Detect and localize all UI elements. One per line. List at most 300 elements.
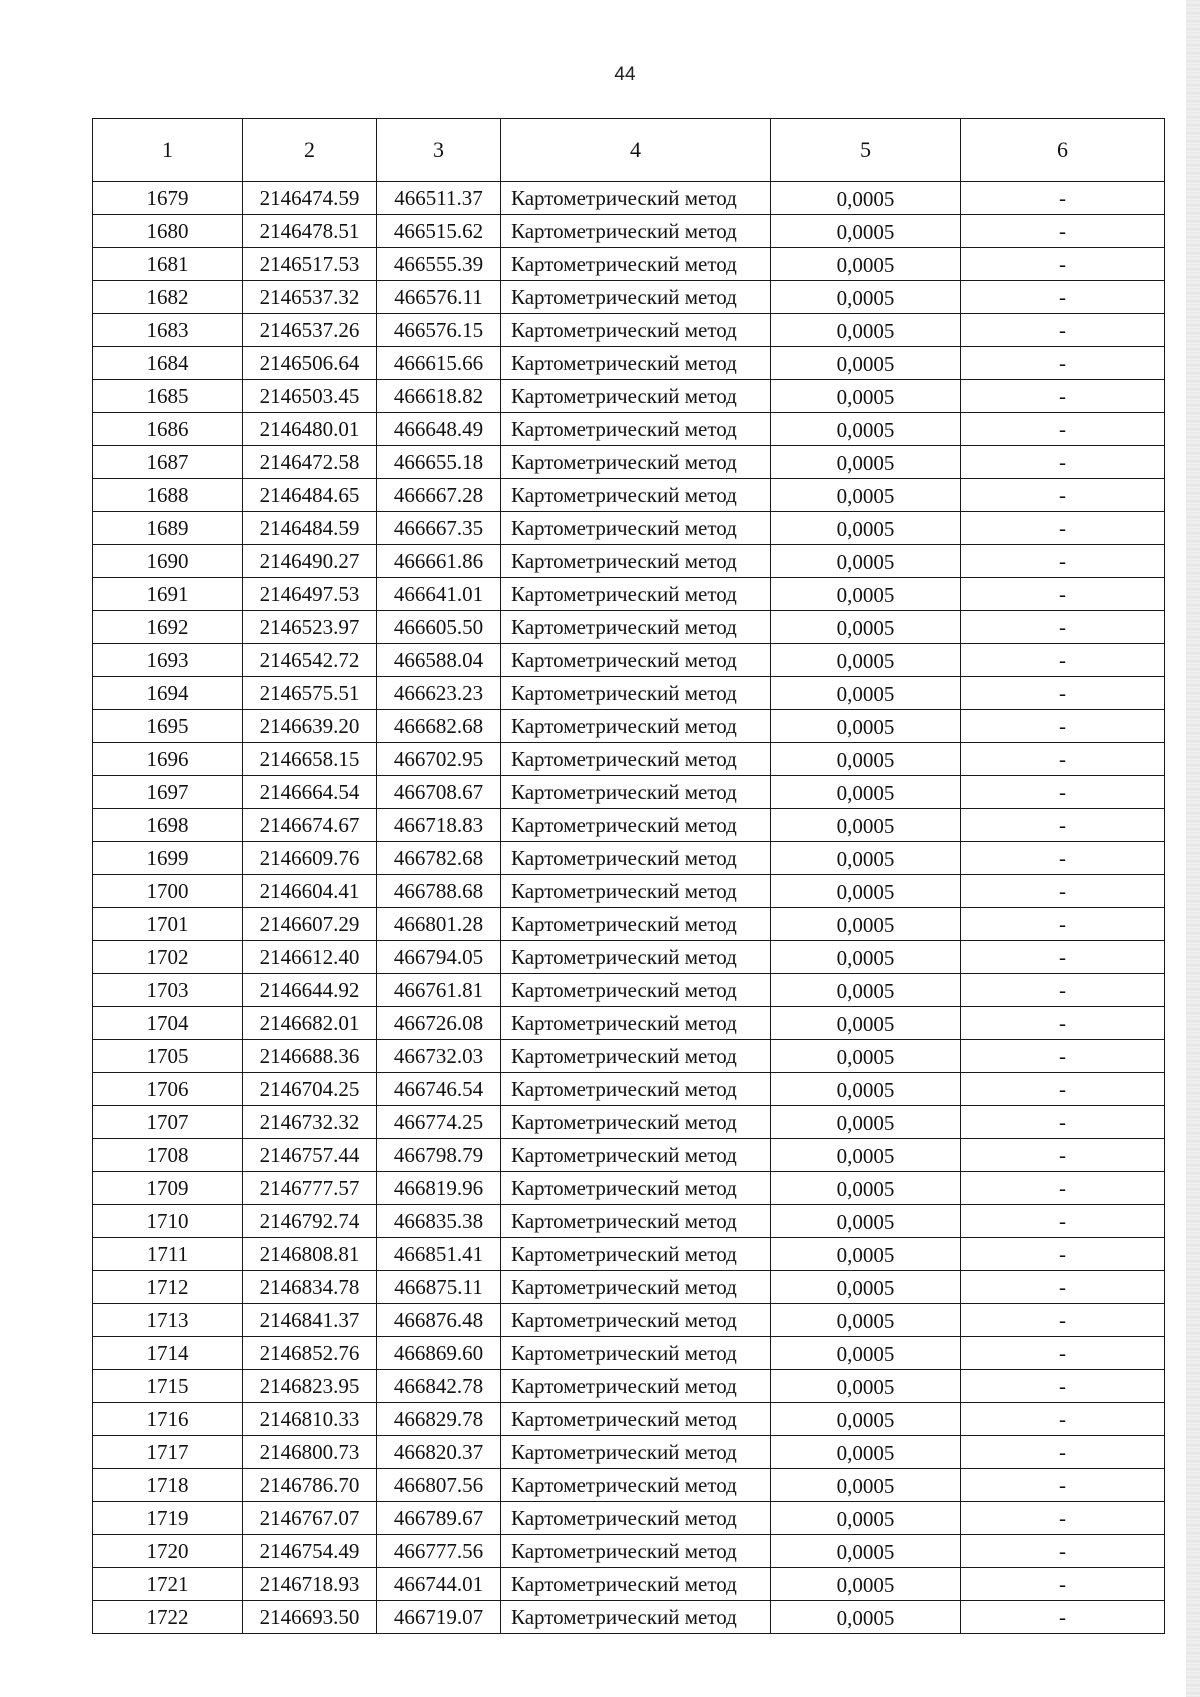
note-cell: - [961, 314, 1165, 347]
note-cell: - [961, 1139, 1165, 1172]
y-coordinate-cell: 466719.07 [377, 1601, 501, 1634]
accuracy-cell: 0,0005 [771, 1172, 961, 1205]
point-number-cell: 1721 [93, 1568, 243, 1601]
method-cell: Картометрический метод [501, 776, 771, 809]
accuracy-cell: 0,0005 [771, 1403, 961, 1436]
table-row [93, 1073, 1165, 1106]
method-cell: Картометрический метод [501, 644, 771, 677]
note-cell: - [961, 1502, 1165, 1535]
method-cell: Картометрический метод [501, 1040, 771, 1073]
table-row [93, 215, 1165, 248]
method-cell: Картометрический метод [501, 710, 771, 743]
table-row [93, 875, 1165, 908]
method-cell: Картометрический метод [501, 314, 771, 347]
accuracy-cell: 0,0005 [771, 644, 961, 677]
accuracy-cell: 0,0005 [771, 1238, 961, 1271]
point-number-cell: 1682 [93, 281, 243, 314]
x-coordinate-cell: 2146575.51 [243, 677, 377, 710]
note-cell: - [961, 1370, 1165, 1403]
accuracy-cell: 0,0005 [771, 545, 961, 578]
method-cell: Картометрический метод [501, 512, 771, 545]
table-row [93, 842, 1165, 875]
note-cell: - [961, 215, 1165, 248]
y-coordinate-cell: 466744.01 [377, 1568, 501, 1601]
table-row [93, 545, 1165, 578]
y-coordinate-cell: 466876.48 [377, 1304, 501, 1337]
table-row [93, 512, 1165, 545]
method-cell: Картометрический метод [501, 1106, 771, 1139]
x-coordinate-cell: 2146841.37 [243, 1304, 377, 1337]
accuracy-cell: 0,0005 [771, 578, 961, 611]
table-row [93, 1007, 1165, 1040]
accuracy-cell: 0,0005 [771, 1337, 961, 1370]
note-cell: - [961, 578, 1165, 611]
y-coordinate-cell: 466788.68 [377, 875, 501, 908]
point-number-cell: 1695 [93, 710, 243, 743]
table-row [93, 1370, 1165, 1403]
x-coordinate-cell: 2146474.59 [243, 182, 377, 215]
y-coordinate-cell: 466655.18 [377, 446, 501, 479]
method-cell: Картометрический метод [501, 875, 771, 908]
table-row [93, 776, 1165, 809]
table-row [93, 347, 1165, 380]
method-cell: Картометрический метод [501, 809, 771, 842]
x-coordinate-cell: 2146693.50 [243, 1601, 377, 1634]
note-cell: - [961, 248, 1165, 281]
point-number-cell: 1691 [93, 578, 243, 611]
method-cell: Картометрический метод [501, 1238, 771, 1271]
y-coordinate-cell: 466761.81 [377, 974, 501, 1007]
note-cell: - [961, 1436, 1165, 1469]
point-number-cell: 1709 [93, 1172, 243, 1205]
accuracy-cell: 0,0005 [771, 215, 961, 248]
method-cell: Картометрический метод [501, 1073, 771, 1106]
table-row [93, 1172, 1165, 1205]
method-cell: Картометрический метод [501, 182, 771, 215]
x-coordinate-cell: 2146757.44 [243, 1139, 377, 1172]
x-coordinate-cell: 2146786.70 [243, 1469, 377, 1502]
note-cell: - [961, 1073, 1165, 1106]
note-cell: - [961, 1172, 1165, 1205]
note-cell: - [961, 512, 1165, 545]
method-cell: Картометрический метод [501, 545, 771, 578]
x-coordinate-cell: 2146834.78 [243, 1271, 377, 1304]
point-number-cell: 1699 [93, 842, 243, 875]
table-row [93, 677, 1165, 710]
accuracy-cell: 0,0005 [771, 347, 961, 380]
point-number-cell: 1700 [93, 875, 243, 908]
method-cell: Картометрический метод [501, 842, 771, 875]
accuracy-cell: 0,0005 [771, 1601, 961, 1634]
y-coordinate-cell: 466555.39 [377, 248, 501, 281]
table-row [93, 908, 1165, 941]
x-coordinate-cell: 2146682.01 [243, 1007, 377, 1040]
accuracy-cell: 0,0005 [771, 1469, 961, 1502]
table-row [93, 446, 1165, 479]
method-cell: Картометрический метод [501, 1370, 771, 1403]
y-coordinate-cell: 466667.35 [377, 512, 501, 545]
point-number-cell: 1697 [93, 776, 243, 809]
y-coordinate-cell: 466777.56 [377, 1535, 501, 1568]
column-header-6: 6 [961, 119, 1165, 182]
point-number-cell: 1680 [93, 215, 243, 248]
table-row [93, 974, 1165, 1007]
table-row [93, 479, 1165, 512]
x-coordinate-cell: 2146810.33 [243, 1403, 377, 1436]
note-cell: - [961, 347, 1165, 380]
table-row [93, 1436, 1165, 1469]
accuracy-cell: 0,0005 [771, 1535, 961, 1568]
note-cell: - [961, 1271, 1165, 1304]
table-row [93, 1139, 1165, 1172]
note-cell: - [961, 1238, 1165, 1271]
accuracy-cell: 0,0005 [771, 1073, 961, 1106]
accuracy-cell: 0,0005 [771, 1106, 961, 1139]
table-body [93, 182, 1165, 1634]
table-row [93, 314, 1165, 347]
note-cell: - [961, 974, 1165, 1007]
table-row [93, 644, 1165, 677]
method-cell: Картометрический метод [501, 743, 771, 776]
method-cell: Картометрический метод [501, 1502, 771, 1535]
method-cell: Картометрический метод [501, 1535, 771, 1568]
point-number-cell: 1686 [93, 413, 243, 446]
x-coordinate-cell: 2146609.76 [243, 842, 377, 875]
x-coordinate-cell: 2146480.01 [243, 413, 377, 446]
table-row [93, 182, 1165, 215]
x-coordinate-cell: 2146792.74 [243, 1205, 377, 1238]
method-cell: Картометрический метод [501, 1403, 771, 1436]
x-coordinate-cell: 2146537.32 [243, 281, 377, 314]
column-header-4: 4 [501, 119, 771, 182]
table-row [93, 1238, 1165, 1271]
accuracy-cell: 0,0005 [771, 1436, 961, 1469]
note-cell: - [961, 809, 1165, 842]
note-cell: - [961, 842, 1165, 875]
accuracy-cell: 0,0005 [771, 512, 961, 545]
accuracy-cell: 0,0005 [771, 1568, 961, 1601]
point-number-cell: 1679 [93, 182, 243, 215]
note-cell: - [961, 1007, 1165, 1040]
y-coordinate-cell: 466641.01 [377, 578, 501, 611]
y-coordinate-cell: 466618.82 [377, 380, 501, 413]
accuracy-cell: 0,0005 [771, 941, 961, 974]
y-coordinate-cell: 466515.62 [377, 215, 501, 248]
y-coordinate-cell: 466875.11 [377, 1271, 501, 1304]
table-row [93, 1469, 1165, 1502]
y-coordinate-cell: 466774.25 [377, 1106, 501, 1139]
method-cell: Картометрический метод [501, 1172, 771, 1205]
method-cell: Картометрический метод [501, 1007, 771, 1040]
note-cell: - [961, 677, 1165, 710]
column-header-1: 1 [93, 119, 243, 182]
point-number-cell: 1698 [93, 809, 243, 842]
method-cell: Картометрический метод [501, 578, 771, 611]
x-coordinate-cell: 2146523.97 [243, 611, 377, 644]
method-cell: Картометрический метод [501, 446, 771, 479]
table-row [93, 941, 1165, 974]
y-coordinate-cell: 466708.67 [377, 776, 501, 809]
x-coordinate-cell: 2146472.58 [243, 446, 377, 479]
x-coordinate-cell: 2146604.41 [243, 875, 377, 908]
point-number-cell: 1720 [93, 1535, 243, 1568]
note-cell: - [961, 413, 1165, 446]
method-cell: Картометрический метод [501, 1139, 771, 1172]
y-coordinate-cell: 466615.66 [377, 347, 501, 380]
method-cell: Картометрический метод [501, 413, 771, 446]
column-header-2: 2 [243, 119, 377, 182]
note-cell: - [961, 281, 1165, 314]
y-coordinate-cell: 466794.05 [377, 941, 501, 974]
accuracy-cell: 0,0005 [771, 182, 961, 215]
method-cell: Картометрический метод [501, 215, 771, 248]
y-coordinate-cell: 466511.37 [377, 182, 501, 215]
y-coordinate-cell: 466702.95 [377, 743, 501, 776]
y-coordinate-cell: 466746.54 [377, 1073, 501, 1106]
accuracy-cell: 0,0005 [771, 677, 961, 710]
coordinates-table-container [92, 118, 1164, 1634]
table-row [93, 1205, 1165, 1238]
method-cell: Картометрический метод [501, 908, 771, 941]
accuracy-cell: 0,0005 [771, 1370, 961, 1403]
x-coordinate-cell: 2146639.20 [243, 710, 377, 743]
x-coordinate-cell: 2146777.57 [243, 1172, 377, 1205]
note-cell: - [961, 1205, 1165, 1238]
x-coordinate-cell: 2146484.65 [243, 479, 377, 512]
table-row [93, 611, 1165, 644]
table-row [93, 1502, 1165, 1535]
y-coordinate-cell: 466829.78 [377, 1403, 501, 1436]
y-coordinate-cell: 466820.37 [377, 1436, 501, 1469]
x-coordinate-cell: 2146607.29 [243, 908, 377, 941]
method-cell: Картометрический метод [501, 1271, 771, 1304]
method-cell: Картометрический метод [501, 611, 771, 644]
accuracy-cell: 0,0005 [771, 1040, 961, 1073]
note-cell: - [961, 479, 1165, 512]
y-coordinate-cell: 466835.38 [377, 1205, 501, 1238]
note-cell: - [961, 1469, 1165, 1502]
x-coordinate-cell: 2146664.54 [243, 776, 377, 809]
x-coordinate-cell: 2146490.27 [243, 545, 377, 578]
y-coordinate-cell: 466869.60 [377, 1337, 501, 1370]
note-cell: - [961, 611, 1165, 644]
table-row [93, 1106, 1165, 1139]
y-coordinate-cell: 466661.86 [377, 545, 501, 578]
table-row [93, 1304, 1165, 1337]
point-number-cell: 1713 [93, 1304, 243, 1337]
method-cell: Картометрический метод [501, 1469, 771, 1502]
method-cell: Картометрический метод [501, 347, 771, 380]
x-coordinate-cell: 2146506.64 [243, 347, 377, 380]
table-row [93, 281, 1165, 314]
point-number-cell: 1722 [93, 1601, 243, 1634]
accuracy-cell: 0,0005 [771, 281, 961, 314]
note-cell: - [961, 644, 1165, 677]
point-number-cell: 1715 [93, 1370, 243, 1403]
accuracy-cell: 0,0005 [771, 1271, 961, 1304]
column-header-3: 3 [377, 119, 501, 182]
method-cell: Картометрический метод [501, 1436, 771, 1469]
method-cell: Картометрический метод [501, 1568, 771, 1601]
x-coordinate-cell: 2146612.40 [243, 941, 377, 974]
point-number-cell: 1719 [93, 1502, 243, 1535]
note-cell: - [961, 182, 1165, 215]
method-cell: Картометрический метод [501, 1304, 771, 1337]
point-number-cell: 1685 [93, 380, 243, 413]
point-number-cell: 1704 [93, 1007, 243, 1040]
x-coordinate-cell: 2146644.92 [243, 974, 377, 1007]
accuracy-cell: 0,0005 [771, 380, 961, 413]
x-coordinate-cell: 2146484.59 [243, 512, 377, 545]
table-row [93, 1601, 1165, 1634]
x-coordinate-cell: 2146497.53 [243, 578, 377, 611]
scan-edge-artifact [1186, 0, 1200, 1697]
point-number-cell: 1681 [93, 248, 243, 281]
y-coordinate-cell: 466732.03 [377, 1040, 501, 1073]
note-cell: - [961, 710, 1165, 743]
table-row [93, 578, 1165, 611]
y-coordinate-cell: 466782.68 [377, 842, 501, 875]
y-coordinate-cell: 466576.11 [377, 281, 501, 314]
method-cell: Картометрический метод [501, 1337, 771, 1370]
table-row [93, 743, 1165, 776]
note-cell: - [961, 1535, 1165, 1568]
table-row [93, 1403, 1165, 1436]
table-header-row [93, 119, 1165, 182]
point-number-cell: 1701 [93, 908, 243, 941]
y-coordinate-cell: 466576.15 [377, 314, 501, 347]
note-cell: - [961, 875, 1165, 908]
accuracy-cell: 0,0005 [771, 842, 961, 875]
note-cell: - [961, 743, 1165, 776]
point-number-cell: 1692 [93, 611, 243, 644]
point-number-cell: 1684 [93, 347, 243, 380]
x-coordinate-cell: 2146732.32 [243, 1106, 377, 1139]
table-row [93, 1535, 1165, 1568]
y-coordinate-cell: 466667.28 [377, 479, 501, 512]
table-row [93, 1040, 1165, 1073]
accuracy-cell: 0,0005 [771, 1007, 961, 1040]
accuracy-cell: 0,0005 [771, 413, 961, 446]
method-cell: Картометрический метод [501, 281, 771, 314]
method-cell: Картометрический метод [501, 1205, 771, 1238]
x-coordinate-cell: 2146674.67 [243, 809, 377, 842]
column-header-5: 5 [771, 119, 961, 182]
point-number-cell: 1688 [93, 479, 243, 512]
accuracy-cell: 0,0005 [771, 710, 961, 743]
point-number-cell: 1687 [93, 446, 243, 479]
note-cell: - [961, 1106, 1165, 1139]
coordinates-table [92, 118, 1165, 1634]
point-number-cell: 1718 [93, 1469, 243, 1502]
y-coordinate-cell: 466798.79 [377, 1139, 501, 1172]
method-cell: Картометрический метод [501, 974, 771, 1007]
point-number-cell: 1716 [93, 1403, 243, 1436]
x-coordinate-cell: 2146478.51 [243, 215, 377, 248]
x-coordinate-cell: 2146808.81 [243, 1238, 377, 1271]
x-coordinate-cell: 2146852.76 [243, 1337, 377, 1370]
accuracy-cell: 0,0005 [771, 1205, 961, 1238]
accuracy-cell: 0,0005 [771, 743, 961, 776]
x-coordinate-cell: 2146718.93 [243, 1568, 377, 1601]
table-row [93, 710, 1165, 743]
point-number-cell: 1705 [93, 1040, 243, 1073]
accuracy-cell: 0,0005 [771, 611, 961, 644]
method-cell: Картометрический метод [501, 479, 771, 512]
point-number-cell: 1714 [93, 1337, 243, 1370]
y-coordinate-cell: 466807.56 [377, 1469, 501, 1502]
y-coordinate-cell: 466851.41 [377, 1238, 501, 1271]
x-coordinate-cell: 2146823.95 [243, 1370, 377, 1403]
y-coordinate-cell: 466682.68 [377, 710, 501, 743]
table-row [93, 413, 1165, 446]
y-coordinate-cell: 466819.96 [377, 1172, 501, 1205]
x-coordinate-cell: 2146537.26 [243, 314, 377, 347]
note-cell: - [961, 908, 1165, 941]
note-cell: - [961, 1304, 1165, 1337]
note-cell: - [961, 1040, 1165, 1073]
accuracy-cell: 0,0005 [771, 479, 961, 512]
point-number-cell: 1694 [93, 677, 243, 710]
point-number-cell: 1712 [93, 1271, 243, 1304]
x-coordinate-cell: 2146542.72 [243, 644, 377, 677]
page-number: 44 [614, 64, 636, 85]
point-number-cell: 1717 [93, 1436, 243, 1469]
accuracy-cell: 0,0005 [771, 1304, 961, 1337]
y-coordinate-cell: 466718.83 [377, 809, 501, 842]
note-cell: - [961, 776, 1165, 809]
y-coordinate-cell: 466726.08 [377, 1007, 501, 1040]
method-cell: Картометрический метод [501, 380, 771, 413]
y-coordinate-cell: 466588.04 [377, 644, 501, 677]
table-row [93, 1337, 1165, 1370]
method-cell: Картометрический метод [501, 941, 771, 974]
point-number-cell: 1710 [93, 1205, 243, 1238]
y-coordinate-cell: 466789.67 [377, 1502, 501, 1535]
point-number-cell: 1683 [93, 314, 243, 347]
accuracy-cell: 0,0005 [771, 776, 961, 809]
table-row [93, 248, 1165, 281]
y-coordinate-cell: 466605.50 [377, 611, 501, 644]
x-coordinate-cell: 2146754.49 [243, 1535, 377, 1568]
y-coordinate-cell: 466842.78 [377, 1370, 501, 1403]
point-number-cell: 1711 [93, 1238, 243, 1271]
point-number-cell: 1706 [93, 1073, 243, 1106]
x-coordinate-cell: 2146517.53 [243, 248, 377, 281]
table-row [93, 1271, 1165, 1304]
accuracy-cell: 0,0005 [771, 248, 961, 281]
point-number-cell: 1707 [93, 1106, 243, 1139]
y-coordinate-cell: 466623.23 [377, 677, 501, 710]
note-cell: - [961, 1568, 1165, 1601]
method-cell: Картометрический метод [501, 248, 771, 281]
accuracy-cell: 0,0005 [771, 908, 961, 941]
note-cell: - [961, 446, 1165, 479]
point-number-cell: 1708 [93, 1139, 243, 1172]
note-cell: - [961, 545, 1165, 578]
table-row [93, 809, 1165, 842]
y-coordinate-cell: 466648.49 [377, 413, 501, 446]
accuracy-cell: 0,0005 [771, 974, 961, 1007]
point-number-cell: 1702 [93, 941, 243, 974]
point-number-cell: 1703 [93, 974, 243, 1007]
note-cell: - [961, 1337, 1165, 1370]
x-coordinate-cell: 2146688.36 [243, 1040, 377, 1073]
note-cell: - [961, 941, 1165, 974]
point-number-cell: 1693 [93, 644, 243, 677]
note-cell: - [961, 1601, 1165, 1634]
point-number-cell: 1690 [93, 545, 243, 578]
